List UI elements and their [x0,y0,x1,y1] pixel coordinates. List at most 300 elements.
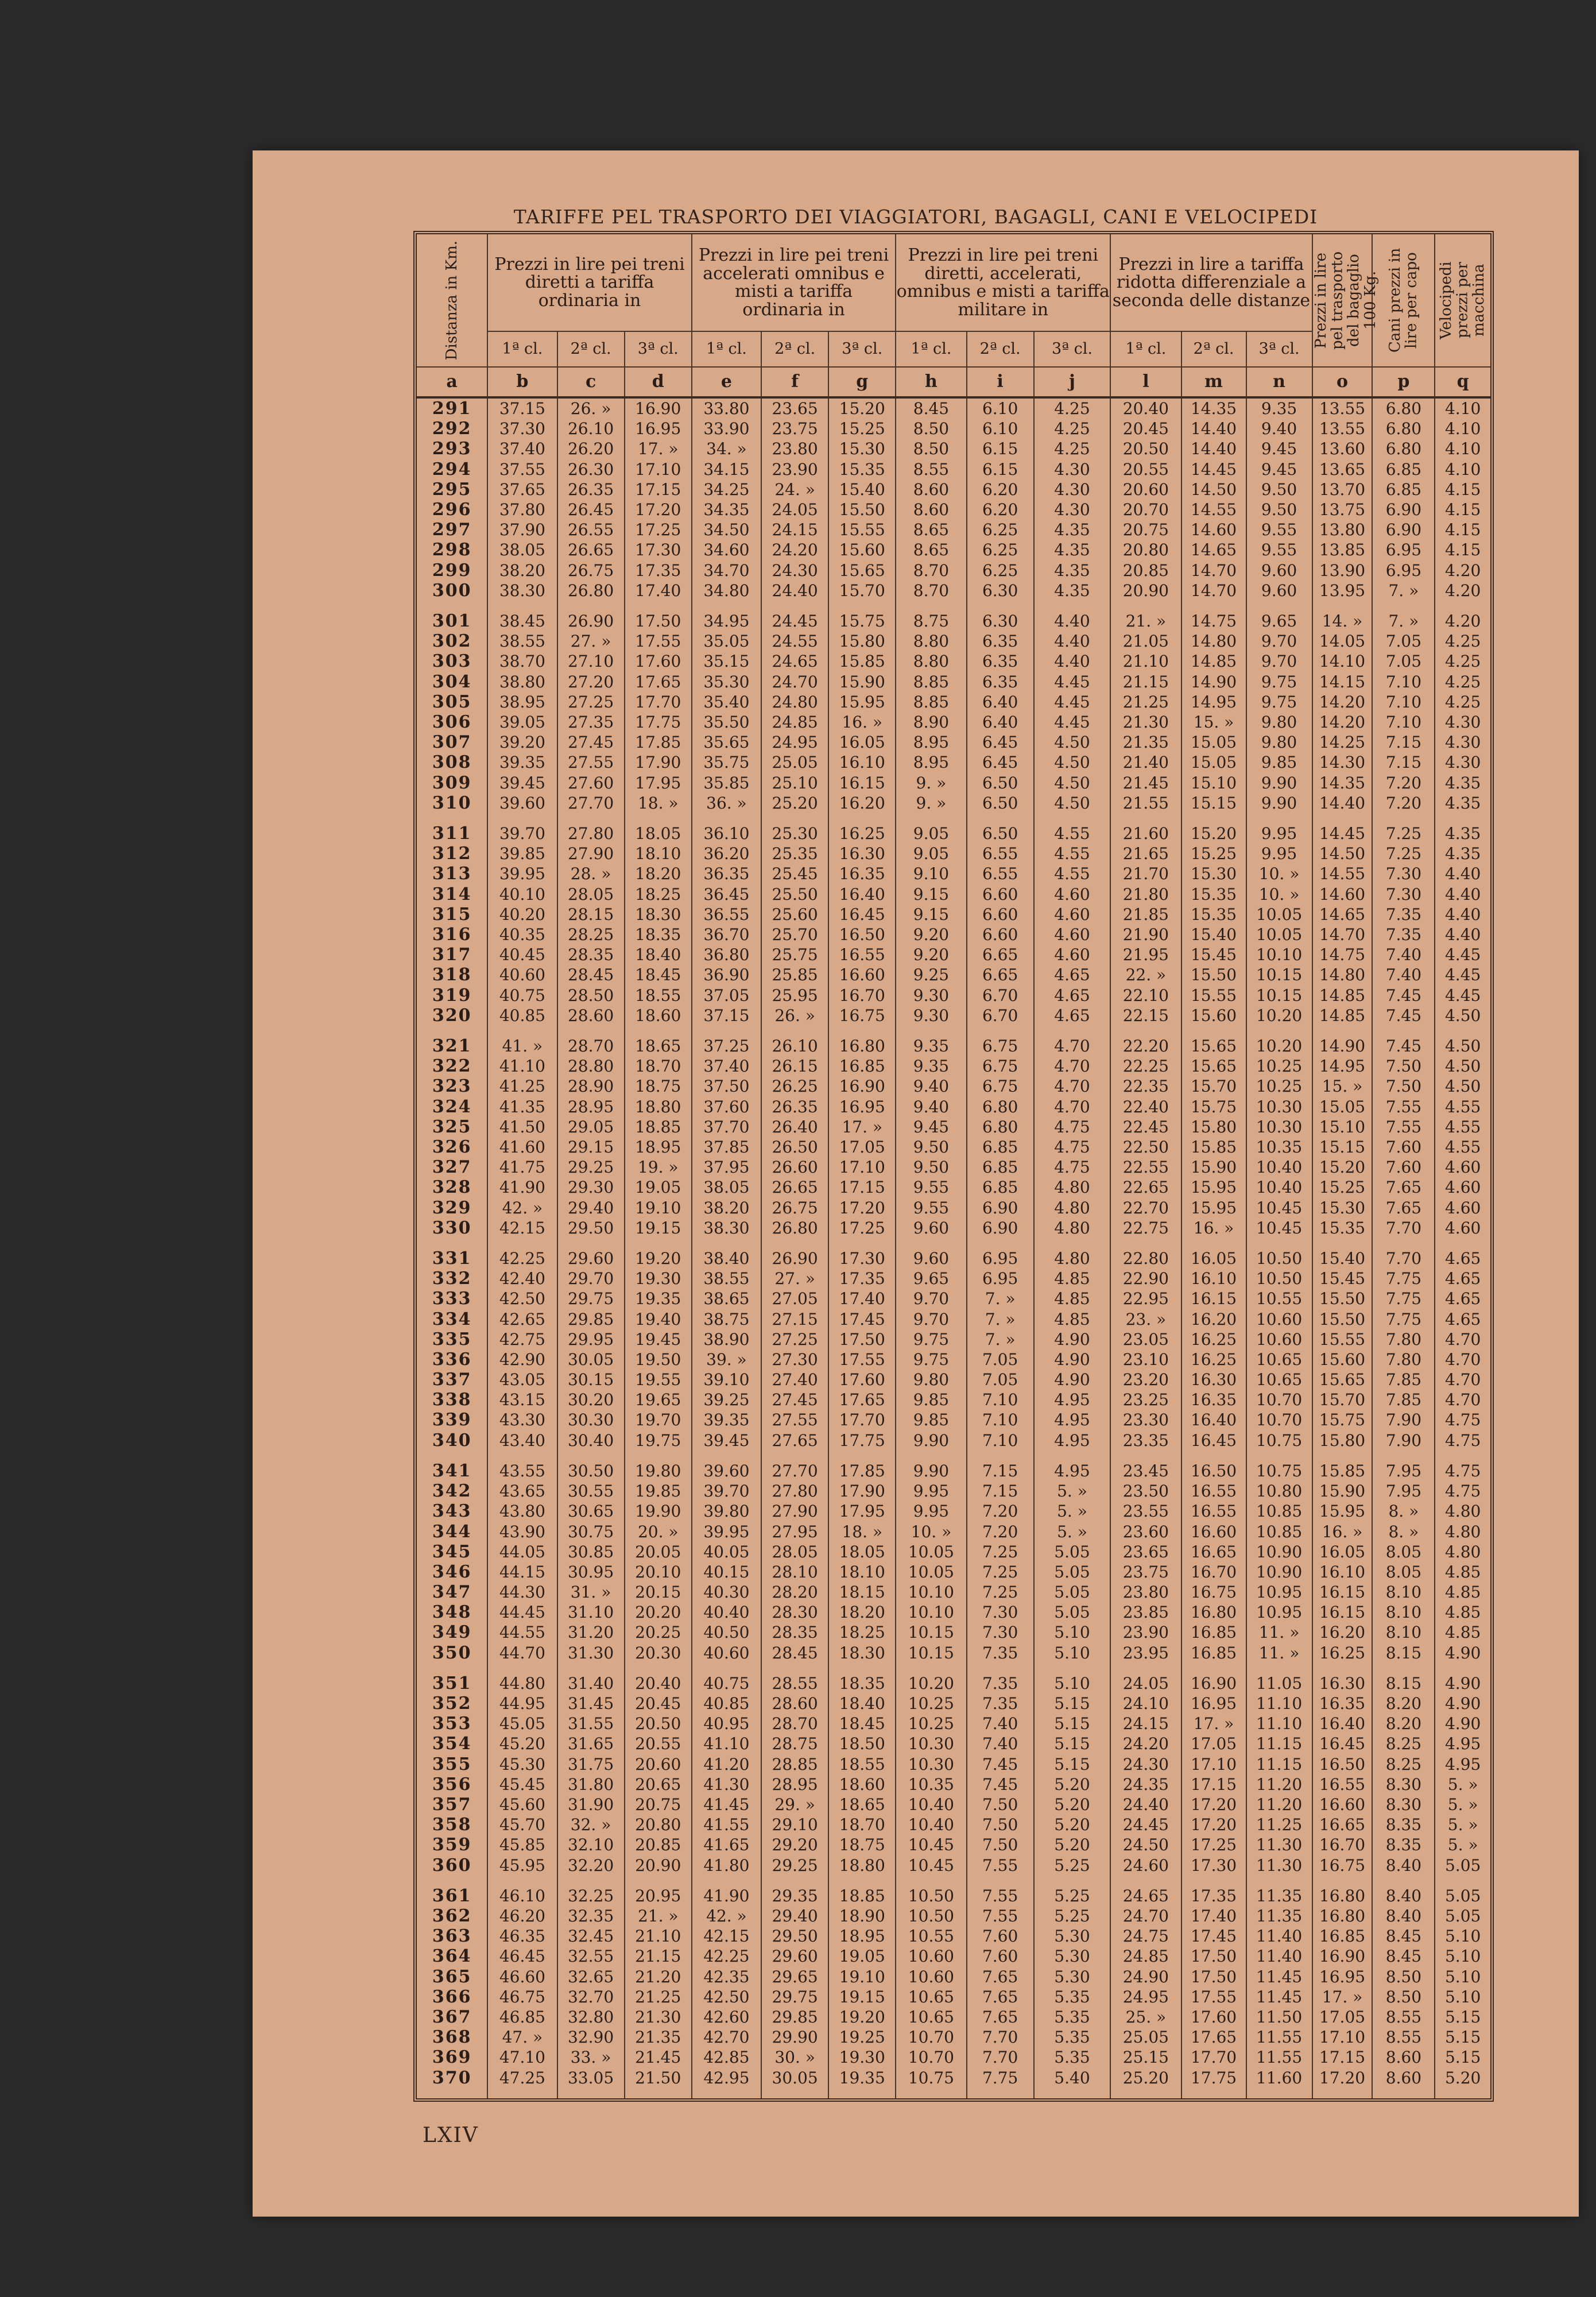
price-cell: 20.60 [1110,479,1181,500]
price-cell: 20.80 [1110,540,1181,560]
table-row [417,904,1490,925]
price-cell: 34.35 [692,500,761,520]
price-cell: 14.70 [1181,560,1246,581]
price-cell: 7. » [967,1309,1034,1329]
price-cell: 39.70 [692,1481,761,1501]
price-cell: 42.15 [487,1218,557,1248]
price-cell: 39.60 [487,793,557,823]
price-cell: 21.10 [1110,651,1181,671]
price-cell: 19.35 [828,2067,896,2098]
table-row [417,1218,1490,1248]
price-cell: 31.55 [557,1714,625,1734]
price-cell: 10.25 [1246,1076,1312,1096]
price-cell: 5.20 [1034,1815,1111,1835]
price-cell: 10.55 [1246,1289,1312,1309]
price-cell: 4.90 [1435,1693,1490,1714]
table-row [417,1006,1490,1036]
price-cell: 29.10 [761,1815,828,1835]
price-cell: 18.45 [828,1714,896,1734]
price-cell: 9.20 [896,925,966,945]
price-cell: 38.05 [692,1177,761,1197]
price-cell: 16.40 [828,884,896,904]
price-cell: 23.45 [1110,1461,1181,1481]
price-cell: 4.80 [1034,1177,1111,1197]
price-cell: 21. » [625,1906,692,1926]
distance-cell: 358 [432,1815,472,1835]
header-letter-f: f [761,367,828,397]
price-cell: 19.05 [625,1177,692,1197]
price-cell: 10.80 [1246,1481,1312,1501]
price-cell: 15.80 [1181,1117,1246,1137]
price-cell: 29.60 [761,1946,828,1966]
table-row [417,1309,1490,1329]
price-cell: 7.55 [1372,1117,1435,1137]
price-cell: 4.90 [1435,1714,1490,1734]
price-cell: 5. » [1034,1501,1111,1521]
price-cell: 20.55 [1110,459,1181,479]
price-cell: 20.15 [625,1582,692,1602]
price-cell: 10.10 [896,1602,966,1622]
header-distanza: Distanza in Km. [417,234,487,367]
price-cell: 15.60 [1181,1006,1246,1036]
price-cell: 4.80 [1435,1542,1490,1562]
price-cell: 17.20 [828,1197,896,1217]
price-cell: 35.85 [692,772,761,792]
distance-cell: 364 [432,1946,472,1967]
price-cell: 13.65 [1312,459,1373,479]
price-cell: 4.30 [1435,732,1490,752]
price-cell: 37.50 [692,1076,761,1096]
price-cell: 8.30 [1372,1795,1435,1815]
price-cell: 39.70 [487,823,557,844]
price-cell: 46.20 [487,1906,557,1926]
price-cell: 8.20 [1372,1714,1435,1734]
price-cell: 4.35 [1435,844,1490,864]
distance-cell: 357 [432,1795,472,1815]
price-cell: 16.30 [1312,1673,1373,1693]
price-cell: 19.10 [828,1967,896,1987]
price-cell: 11.15 [1246,1754,1312,1774]
price-cell: 34.60 [692,540,761,560]
table-row [417,1501,1490,1521]
price-cell: 7.25 [1372,823,1435,844]
distance-cell: 369 [432,2047,472,2068]
price-cell: 6.90 [967,1218,1034,1248]
price-cell: 16.75 [1181,1582,1246,1602]
price-cell: 11.05 [1246,1673,1312,1693]
price-cell: 31.10 [557,1602,625,1622]
table-row [417,419,1490,439]
price-cell: 36.35 [692,864,761,884]
price-cell: 24.45 [1110,1815,1181,1835]
price-cell: 20.95 [625,1886,692,1906]
price-cell: 32.90 [557,2027,625,2047]
price-cell: 4.75 [1034,1117,1111,1137]
price-cell: 6.25 [967,540,1034,560]
distance-cell: 359 [432,1835,472,1855]
price-cell: 15.20 [828,397,896,419]
price-cell: 40.30 [692,1582,761,1602]
price-cell: 8.05 [1372,1542,1435,1562]
header-group-diretti: Prezzi in lire pei treni diretti a tariffa ordinaria in [487,234,692,331]
price-cell: 29.60 [557,1248,625,1269]
price-cell: 10.05 [1246,925,1312,945]
price-cell: 39.60 [692,1461,761,1481]
price-cell: 27.70 [557,793,625,823]
price-cell: 18.75 [828,1835,896,1855]
price-cell: 28.70 [761,1714,828,1734]
price-cell: 26.55 [557,520,625,540]
price-cell: 15.10 [1312,1117,1373,1137]
price-cell: 33. » [557,2047,625,2067]
price-cell: 35.50 [692,712,761,732]
price-cell: 24.10 [1110,1693,1181,1714]
price-cell: 10.30 [896,1754,966,1774]
price-cell: 15.75 [828,611,896,631]
price-cell: 25.50 [761,884,828,904]
distance-cell: 309 [432,772,472,793]
price-cell: 15.30 [1312,1197,1373,1217]
price-cell: 28.60 [761,1693,828,1714]
price-cell: 17.65 [625,672,692,692]
price-cell: 4.20 [1435,611,1490,631]
price-cell: 15.85 [1181,1137,1246,1157]
price-cell: 30.30 [557,1410,625,1430]
price-cell: 7.80 [1372,1329,1435,1349]
price-cell: 24.45 [761,611,828,631]
price-cell: 10.85 [1246,1521,1312,1541]
price-cell: 4.50 [1034,772,1111,792]
price-cell: 4.70 [1034,1056,1111,1076]
price-cell: 8.85 [896,672,966,692]
price-cell: 7.75 [1372,1269,1435,1289]
price-cell: 28.85 [761,1754,828,1774]
price-cell: 6.30 [967,581,1034,611]
price-cell: 6.75 [967,1036,1034,1056]
price-cell: 15.60 [1312,1349,1373,1370]
price-cell: 17.30 [1181,1855,1246,1886]
price-cell: 6.25 [967,560,1034,581]
price-cell: 7.35 [967,1643,1034,1673]
price-cell: 7.65 [967,2007,1034,2027]
price-cell: 15.05 [1312,1096,1373,1116]
price-cell: 38.55 [487,631,557,651]
price-cell: 4.45 [1435,965,1490,985]
price-cell: 9.80 [1246,732,1312,752]
distance-cell: 325 [432,1116,472,1137]
price-cell: 10.25 [896,1714,966,1734]
price-cell: 9.35 [1246,397,1312,419]
price-cell: 7.10 [1372,712,1435,732]
price-cell: 4.25 [1034,419,1111,439]
price-cell: 9.55 [896,1177,966,1197]
price-cell: 35.15 [692,651,761,671]
price-cell: 17.30 [625,540,692,560]
price-cell: 9.50 [1246,500,1312,520]
price-cell: 9.95 [1246,844,1312,864]
table-row [417,1349,1490,1370]
price-cell: 17.55 [828,1349,896,1370]
header-group-militare: Prezzi in lire pei treni diretti, accelerati, omnibus e misti a tariffa militare in [896,234,1110,331]
price-cell: 14.35 [1181,397,1246,419]
price-cell: 8.55 [1372,2007,1435,2027]
price-cell: 7.45 [967,1774,1034,1795]
price-cell: 40.15 [692,1562,761,1582]
price-cell: 31.80 [557,1774,625,1795]
price-cell: 32. » [557,1815,625,1835]
price-cell: 18.60 [828,1774,896,1795]
price-cell: 15.70 [1312,1390,1373,1410]
price-cell: 20.45 [625,1693,692,1714]
price-cell: 17.55 [625,631,692,651]
price-cell: 10.70 [1246,1390,1312,1410]
price-cell: 10.95 [1246,1582,1312,1602]
distance-cell: 334 [432,1309,472,1329]
price-cell: 10.60 [896,1946,966,1966]
price-cell: 29.35 [761,1886,828,1906]
price-cell: 14.15 [1312,672,1373,692]
header-letter-j: j [1034,367,1111,397]
price-cell: 6.85 [1372,479,1435,500]
price-cell: 7.50 [967,1795,1034,1815]
distance-cell: 355 [432,1754,472,1774]
price-cell: 5.25 [1034,1855,1111,1886]
price-cell: 42.70 [692,2027,761,2047]
price-cell: 18. » [625,793,692,823]
price-cell: 43.90 [487,1521,557,1541]
price-cell: 21.35 [1110,732,1181,752]
price-cell: 7.40 [1372,965,1435,985]
price-cell: 7.30 [967,1622,1034,1642]
price-cell: 8.60 [896,479,966,500]
price-cell: 31. » [557,1582,625,1602]
price-cell: 9.85 [1246,752,1312,772]
price-cell: 7.70 [967,2027,1034,2047]
table-row [417,1036,1490,1056]
table-row [417,1906,1490,1926]
price-cell: 5.35 [1034,1987,1111,2007]
price-cell: 4.30 [1034,500,1111,520]
price-cell: 10.45 [1246,1218,1312,1248]
price-cell: 5.10 [1435,1967,1490,1987]
price-cell: 26.35 [761,1096,828,1116]
price-cell: 42.35 [692,1967,761,1987]
price-cell: 5.05 [1435,1855,1490,1886]
distance-cell: 362 [432,1906,472,1927]
price-cell: 4.55 [1435,1096,1490,1116]
price-cell: 10.60 [896,1967,966,1987]
price-cell: 18.70 [625,1056,692,1076]
price-cell: 7.50 [1372,1076,1435,1096]
price-cell: 7. » [1372,611,1435,631]
table-row [417,1137,1490,1157]
price-cell: 46.35 [487,1926,557,1946]
price-cell: 7.70 [1372,1218,1435,1248]
price-cell: 44.80 [487,1673,557,1693]
price-cell: 9.75 [1246,672,1312,692]
price-cell: 44.45 [487,1602,557,1622]
price-cell: 36.55 [692,904,761,925]
distance-cell: 319 [432,985,472,1006]
distance-cell: 347 [432,1582,472,1603]
table-row [417,692,1490,712]
price-cell: 4.15 [1435,479,1490,500]
table-row [417,1430,1490,1461]
price-cell: 16.85 [1181,1643,1246,1673]
price-cell: 4.40 [1034,651,1111,671]
table-row [417,479,1490,500]
price-cell: 27.55 [761,1410,828,1430]
table-row [417,1815,1490,1835]
price-cell: 4.40 [1435,884,1490,904]
price-cell: 23.90 [1110,1622,1181,1642]
price-cell: 28.35 [761,1622,828,1642]
price-cell: 18.10 [828,1562,896,1582]
price-cell: 20.85 [1110,560,1181,581]
price-cell: 4.35 [1435,793,1490,823]
price-cell: 21.90 [1110,925,1181,945]
price-cell: 22.80 [1110,1248,1181,1269]
price-cell: 4.80 [1034,1197,1111,1217]
price-cell: 23.10 [1110,1349,1181,1370]
price-cell: 7.35 [967,1693,1034,1714]
price-cell: 29.85 [761,2007,828,2027]
price-cell: 7.55 [967,1855,1034,1886]
price-cell: 17.75 [828,1430,896,1461]
distance-cell: 326 [432,1136,472,1157]
price-cell: 28. » [557,864,625,884]
price-cell: 7.85 [1372,1390,1435,1410]
price-cell: 16.55 [828,945,896,965]
price-cell: 10.70 [896,2047,966,2067]
price-cell: 41.10 [487,1056,557,1076]
price-cell: 10.65 [1246,1370,1312,1390]
price-cell: 22.90 [1110,1269,1181,1289]
header-class-7: 1ª cl. [896,331,966,367]
price-cell: 31.20 [557,1622,625,1642]
price-cell: 46.45 [487,1946,557,1966]
price-cell: 14.80 [1312,965,1373,985]
price-cell: 45.85 [487,1835,557,1855]
price-cell: 14.80 [1181,631,1246,651]
table-row [417,651,1490,671]
price-cell: 6.75 [967,1056,1034,1076]
distance-cell: 344 [432,1521,472,1542]
price-cell: 9.35 [896,1036,966,1056]
price-cell: 47.10 [487,2047,557,2067]
price-cell: 24.90 [1110,1967,1181,1987]
price-cell: 36.45 [692,884,761,904]
price-cell: 29.75 [557,1289,625,1309]
price-cell: 4.30 [1034,479,1111,500]
price-cell: 6.10 [967,419,1034,439]
price-cell: 17.25 [828,1218,896,1248]
price-cell: 44.70 [487,1643,557,1673]
price-cell: 4.75 [1034,1157,1111,1177]
price-cell: 29.40 [557,1197,625,1217]
price-cell: 18.85 [625,1117,692,1137]
table-row [417,1987,1490,2007]
price-cell: 37.95 [692,1157,761,1177]
price-cell: 17.15 [625,479,692,500]
price-cell: 28.20 [761,1582,828,1602]
price-cell: 10.20 [1246,1036,1312,1056]
price-cell: 16.05 [1181,1248,1246,1269]
price-cell: 25.15 [1110,2047,1181,2067]
price-cell: 5.35 [1034,2007,1111,2027]
price-cell: 19.55 [625,1370,692,1390]
distance-cell: 356 [432,1774,472,1795]
price-cell: 31.40 [557,1673,625,1693]
price-cell: 6.70 [967,1006,1034,1036]
price-cell: 7.10 [967,1390,1034,1410]
price-cell: 8.10 [1372,1602,1435,1622]
price-cell: 28.15 [557,904,625,925]
price-cell: 4.95 [1435,1754,1490,1774]
distance-cell: 330 [432,1217,472,1238]
price-cell: 8.50 [1372,1987,1435,2007]
price-cell: 13.95 [1312,581,1373,611]
price-cell: 26.90 [761,1248,828,1269]
price-cell: 4.60 [1034,884,1111,904]
price-cell: 16.15 [1312,1602,1373,1622]
price-cell: 5.30 [1034,1967,1111,1987]
price-cell: 7.15 [1372,752,1435,772]
price-cell: 7.25 [967,1562,1034,1582]
distance-cell: 361 [432,1885,472,1906]
price-cell: 37.65 [487,479,557,500]
price-cell: 8.50 [1372,1967,1435,1987]
price-cell: 17.65 [1181,2027,1246,2047]
price-cell: 10.25 [1246,1056,1312,1076]
distance-cell: 328 [432,1177,472,1198]
price-cell: 16.40 [1181,1410,1246,1430]
price-cell: 26.45 [557,500,625,520]
price-cell: 18.30 [828,1643,896,1673]
price-cell: 15.60 [828,540,896,560]
price-cell: 4.40 [1034,611,1111,631]
price-cell: 4.35 [1034,520,1111,540]
price-cell: 6.80 [1372,439,1435,459]
price-cell: 16.50 [828,925,896,945]
price-cell: 10.75 [1246,1430,1312,1461]
price-cell: 43.40 [487,1430,557,1461]
price-cell: 5.10 [1435,1946,1490,1966]
price-cell: 22.20 [1110,1036,1181,1056]
price-cell: 15.80 [828,631,896,651]
price-cell: 21.45 [625,2047,692,2067]
price-cell: 15.90 [1181,1157,1246,1177]
price-cell: 30.40 [557,1430,625,1461]
price-cell: 8.55 [1372,2027,1435,2047]
price-cell: 38.30 [692,1218,761,1248]
price-cell: 15.95 [1181,1177,1246,1197]
price-cell: 17.10 [1312,2027,1373,2047]
price-cell: 6.85 [967,1137,1034,1157]
price-cell: 5.35 [1034,2047,1111,2067]
price-cell: 26.60 [761,1157,828,1177]
price-cell: 18.40 [625,945,692,965]
price-cell: 20.30 [625,1643,692,1673]
table-row [417,1714,1490,1734]
price-cell: 29.25 [761,1855,828,1886]
price-cell: 4.70 [1034,1036,1111,1056]
price-cell: 15.30 [828,439,896,459]
price-cell: 37.25 [692,1036,761,1056]
price-cell: 4.65 [1034,965,1111,985]
price-cell: 38.30 [487,581,557,611]
price-cell: 42.50 [692,1987,761,2007]
